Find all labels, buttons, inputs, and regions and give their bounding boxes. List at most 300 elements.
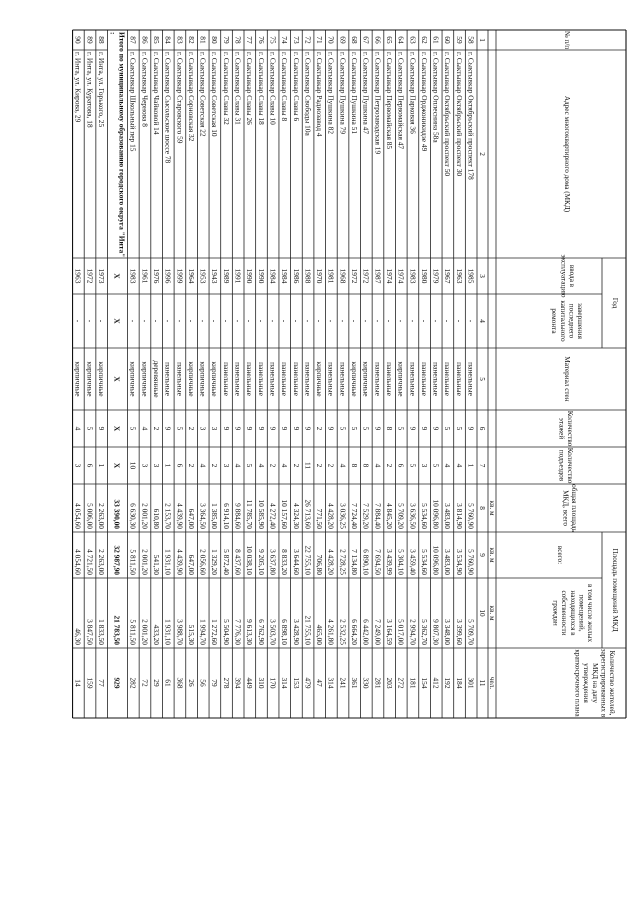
row-address: г. Сыктывкар Пушкина 47: [361, 52, 371, 135]
header-area-private: в том числе жилыхпомещений,находящихся всобственностиграждан: [551, 583, 594, 643]
row-residents: 314: [280, 677, 290, 689]
row-area-private: 5 504,90: [221, 619, 231, 645]
row-year: 1961: [140, 268, 150, 284]
row-repair: -: [97, 319, 106, 323]
row-entrances: 10: [128, 461, 138, 470]
row-material: панельные: [163, 362, 173, 396]
row-year: 1972: [85, 268, 95, 284]
row-area-private: 6 762,90: [256, 619, 266, 645]
row-entrances: 2: [210, 463, 220, 468]
row-area-private: 4 261,80: [326, 619, 336, 645]
row-material: панельные: [419, 362, 429, 396]
row-entrances: 3: [419, 463, 429, 468]
row-floors: 9: [280, 426, 290, 431]
total-entrances: Х: [112, 462, 122, 469]
row-repair: -: [210, 319, 220, 323]
row-address: г. Сыктывкар Славы 10: [268, 52, 278, 125]
row-repair: -: [245, 319, 255, 323]
row-floors: 2: [315, 426, 325, 431]
row-area-all: 2 263,00: [97, 549, 106, 575]
row-floors: 9: [408, 426, 418, 431]
total-year: Х: [112, 273, 122, 279]
row-area-total: 4 428,20: [326, 503, 336, 529]
row-year: 1979: [431, 268, 441, 284]
row-repair: -: [350, 319, 359, 323]
row-year: 1974: [384, 268, 394, 284]
row-floors: 9: [97, 426, 106, 431]
row-area-private: 3 428,90: [291, 619, 301, 645]
row-year: 1991: [233, 268, 243, 284]
row-address: г. Инта, ул. Горького, 25: [97, 52, 106, 128]
row-entrances: 5: [408, 463, 418, 468]
total-material: Х: [112, 376, 122, 382]
row-material: панельные: [245, 362, 255, 396]
column-number: 8: [478, 506, 486, 510]
row-repair: -: [338, 319, 348, 323]
column-number: 10: [478, 609, 486, 617]
row-repair: -: [326, 319, 336, 323]
header-area-total: общая площадьМКД, всего: [561, 484, 578, 532]
row-area-all: 5 872,40: [221, 549, 231, 575]
row-floors: 9: [256, 426, 266, 431]
row-number: 87: [128, 36, 138, 44]
row-entrances: 4: [443, 463, 453, 468]
row-residents: 241: [338, 677, 348, 689]
row-floors: 5: [443, 426, 453, 431]
row-address: г. Инта, ул. Куратова, 18: [85, 52, 95, 128]
row-material: кирпичные: [97, 361, 106, 397]
row-area-all: 3 459,40: [408, 549, 418, 575]
row-area-all: 4 439,90: [175, 549, 185, 575]
row-floors: 9: [431, 426, 441, 431]
row-area-all: 5 304,10: [396, 549, 406, 575]
row-number: 85: [151, 36, 161, 44]
row-material: панельные: [175, 362, 185, 396]
total-residents: 929: [112, 677, 122, 689]
row-area-private: 7 776,30: [233, 619, 243, 645]
row-floors: 4: [73, 426, 83, 431]
row-area-all: 5 811,50: [128, 549, 138, 575]
row-floors: 8: [384, 426, 394, 431]
row-area-total: 7 884,40: [373, 503, 383, 529]
row-residents: 272: [396, 677, 406, 689]
row-residents: 14: [73, 679, 83, 687]
row-area-all: 1 931,10: [163, 549, 173, 575]
row-material: кирпичные: [128, 361, 138, 397]
row-material: панельные: [384, 362, 394, 396]
row-address: г. Сыктывкар Свободы 10а: [303, 52, 313, 136]
row-number: 72: [303, 36, 313, 44]
row-address: г. Сыктывкар Славы 26: [245, 52, 255, 125]
row-entrances: 3: [140, 463, 150, 468]
row-area-private: 3 988,70: [175, 619, 185, 645]
row-entrances: 2: [326, 463, 336, 468]
row-area-total: 5 709,20: [396, 503, 406, 529]
row-repair: -: [408, 319, 418, 323]
row-entrances: 6: [85, 463, 95, 468]
row-repair: -: [384, 319, 394, 323]
row-number: 64: [396, 36, 406, 44]
row-area-total: 6 914,10: [221, 503, 231, 529]
row-address: г. Сыктывкар Пушкина 79: [338, 52, 348, 135]
row-area-private: 46,30: [73, 628, 83, 645]
row-entrances: 4: [256, 463, 266, 468]
row-material: панельные: [303, 362, 313, 396]
column-number: 4: [478, 319, 486, 323]
header-floors: Количествоэтажей: [557, 410, 574, 447]
row-year: 1983: [408, 268, 418, 284]
row-year: 1964: [186, 268, 196, 284]
row-material: кирпичные: [73, 361, 83, 397]
row-material: кирпичные: [186, 361, 196, 397]
total-floors: Х: [112, 425, 122, 432]
row-repair: -: [151, 319, 161, 323]
row-area-private: 6 442,00: [361, 619, 371, 645]
row-number: 61: [431, 36, 441, 44]
row-floors: 9: [303, 426, 313, 431]
row-area-private: 1 994,70: [198, 619, 208, 645]
row-entrances: 8: [350, 463, 359, 468]
row-area-private: 3 164,59: [384, 619, 394, 645]
row-number: 65: [384, 36, 394, 44]
row-area-total: 610,80: [151, 508, 161, 529]
row-year: 1984: [280, 268, 290, 284]
row-address: г. Сыктывкар Радиозавод 4: [315, 52, 325, 137]
row-floors: 9: [245, 426, 255, 431]
row-number: 82: [186, 36, 196, 44]
row-residents: 181: [408, 677, 418, 689]
row-year: 1973: [97, 268, 106, 284]
row-floors: 5: [128, 426, 138, 431]
row-residents: 479: [303, 677, 313, 689]
row-residents: 412: [431, 677, 441, 689]
row-entrances: 1: [163, 463, 173, 468]
row-floors: 5: [85, 426, 95, 431]
row-entrances: 2: [268, 463, 278, 468]
row-repair: -: [198, 319, 208, 323]
row-residents: 282: [128, 677, 138, 689]
row-area-all: 3 644,60: [291, 549, 301, 575]
row-residents: 29: [151, 679, 161, 687]
header-year-group: Год: [611, 297, 619, 309]
row-area-total: 4 439,90: [175, 503, 185, 529]
row-area-private: 1 272,60: [210, 619, 220, 645]
row-year: 1967: [443, 268, 453, 284]
row-address: г. Сыктывкар Сорновская 32: [186, 52, 196, 142]
row-area-all: 2 001,20: [140, 549, 150, 575]
row-area-all: 2 056,60: [198, 549, 208, 575]
row-material: кирпичные: [315, 361, 325, 397]
row-year: 1990: [245, 268, 255, 284]
row-floors: 9: [326, 426, 336, 431]
row-address: г. Сыктывкар Славы 18: [256, 52, 266, 125]
row-repair: -: [163, 319, 173, 323]
row-area-private: 1 931,10: [163, 619, 173, 645]
row-area-private: 5 362,70: [419, 619, 429, 645]
row-number: 90: [73, 36, 83, 44]
row-floors: 9: [419, 426, 429, 431]
row-number: 60: [443, 36, 453, 44]
row-number: 59: [454, 36, 464, 44]
row-area-private: 5 811,50: [128, 619, 138, 645]
header-entrances: Количествоподъездов: [557, 447, 574, 484]
row-area-total: 4 845,20: [384, 503, 394, 529]
row-material: панельные: [280, 362, 290, 396]
row-address: г. Сыктывкар Славы 6: [291, 52, 301, 122]
row-material: кирпичные: [140, 361, 150, 397]
row-entrances: 2: [315, 463, 325, 468]
row-area-total: 9 884,60: [233, 503, 243, 529]
row-repair: -: [268, 319, 278, 323]
row-year: 1943: [210, 268, 220, 284]
row-year: 1987: [373, 268, 383, 284]
row-address: г. Сыктывкар Советская 22: [198, 52, 208, 137]
row-residents: 192: [443, 677, 453, 689]
row-area-all: 3 637,80: [268, 549, 278, 575]
row-residents: 330: [361, 677, 371, 689]
row-address: г. Сыктывкар Первомайская 47: [396, 52, 406, 150]
header-year-commission: ввода вэксплуатацию: [559, 254, 576, 298]
row-area-all: 8 437,60: [233, 549, 243, 575]
row-number: 68: [350, 36, 359, 44]
row-repair: -: [454, 319, 464, 323]
row-repair: -: [221, 319, 231, 323]
row-address: г. Сыктывкар Советская 10: [210, 52, 220, 137]
row-residents: 56: [198, 679, 208, 687]
row-repair: -: [186, 319, 196, 323]
row-entrances: 4: [198, 463, 208, 468]
row-address: г. Сыктывкар Славы 31: [233, 52, 243, 125]
row-area-total: 26 713,60: [303, 499, 313, 529]
row-area-private: 2 532,25: [338, 619, 348, 645]
row-number: 71: [315, 36, 325, 44]
row-area-all: 4 054,60: [73, 549, 83, 575]
row-area-private: 2 001,20: [140, 619, 150, 645]
row-year: 1988: [303, 268, 313, 284]
row-address: г. Сыктывкар Первомайская 85: [384, 52, 394, 150]
row-year: 1999: [175, 268, 185, 284]
row-repair: -: [396, 319, 406, 323]
row-repair: -: [303, 319, 313, 323]
row-area-private: 5 017,00: [396, 619, 406, 645]
row-residents: 61: [163, 679, 173, 687]
unit-area-all: кв. м: [488, 547, 496, 563]
row-number: 86: [140, 36, 150, 44]
row-floors: 9: [291, 426, 301, 431]
row-repair: -: [256, 319, 266, 323]
row-address: г. Сыктывкар Петрозаводская 19: [373, 52, 383, 155]
row-area-total: 4 272,40: [268, 503, 278, 529]
row-residents: 184: [454, 677, 464, 689]
row-area-all: 22 755,10: [303, 545, 313, 575]
row-material: панельные: [233, 362, 243, 396]
row-residents: 394: [233, 677, 243, 689]
row-floors: 5: [338, 426, 348, 431]
row-repair: -: [443, 319, 453, 323]
row-address: г. Сыктывкар Сысольское шоссе 78: [163, 52, 173, 164]
row-area-total: 3 364,50: [198, 503, 208, 529]
row-area-total: 10 096,80: [431, 499, 441, 529]
row-year: 1981: [326, 268, 336, 284]
row-material: панельные: [443, 362, 453, 396]
row-number: 79: [221, 36, 231, 44]
row-entrances: 3: [221, 463, 231, 468]
row-floors: 3: [210, 426, 220, 431]
row-number: 70: [326, 36, 336, 44]
row-address: г. Сыктывкар Оплеснина 58а: [431, 52, 441, 143]
row-material: кирпичные: [361, 361, 371, 397]
row-area-total: 5 760,90: [466, 503, 476, 529]
total-area-private: 21 783,50: [112, 615, 122, 645]
unit-area-total: кв. м: [488, 500, 496, 516]
total-label: Итого по муниципальному образованию городского округа "Инта":: [108, 32, 127, 258]
row-floors: 3: [198, 426, 208, 431]
row-residents: 154: [419, 677, 429, 689]
row-area-private: 433,20: [151, 624, 161, 645]
row-residents: 79: [210, 679, 220, 687]
row-material: панельные: [466, 362, 476, 396]
row-year: 1972: [350, 268, 359, 284]
row-repair: -: [233, 319, 243, 323]
row-material: кирпичные: [85, 361, 95, 397]
row-floors: 2: [151, 426, 161, 431]
header-material: Материал стен: [563, 356, 571, 402]
row-area-all: 7 694,50: [373, 549, 383, 575]
header-area-group: Площадь помещений МКД: [611, 548, 619, 632]
row-address: г. Сыктывкар Парковая 36: [408, 52, 418, 134]
column-number: 1: [478, 38, 486, 42]
row-area-all: 541,30: [151, 554, 161, 575]
row-address: г. Сыктывкар Пушкина 51: [350, 52, 359, 135]
row-area-private: 3 399,60: [454, 619, 464, 645]
row-material: панельные: [221, 362, 231, 396]
row-residents: 449: [245, 677, 255, 689]
row-residents: 281: [373, 677, 383, 689]
row-address: г. Инта, ул. Кирова, 29: [73, 52, 83, 123]
column-number: 3: [478, 274, 486, 278]
header-year-repair: завершенияпоследнегокапитальногоремонта: [550, 300, 584, 342]
row-number: 66: [373, 36, 383, 44]
row-area-total: 647,00: [186, 508, 196, 529]
row-entrances: 6: [396, 463, 406, 468]
header-area-all: всего:: [556, 545, 564, 565]
row-material: кирпичные: [198, 361, 208, 397]
row-floors: 9: [221, 426, 231, 431]
row-area-total: 3 036,25: [338, 503, 348, 529]
row-area-total: 2 153,70: [163, 503, 173, 529]
row-entrances: 3: [151, 463, 161, 468]
row-number: 78: [233, 36, 243, 44]
row-address: г. Сыктывкар Чайковой 14: [151, 52, 161, 135]
row-year: 1963: [73, 268, 83, 284]
row-area-total: 10 157,60: [280, 499, 290, 529]
row-repair: -: [85, 319, 95, 323]
row-area-all: 647,00: [186, 554, 196, 575]
column-number: 5: [478, 377, 486, 381]
row-year: 1970: [315, 268, 325, 284]
row-address: г. Сыктывкар Старовского 59: [175, 52, 185, 144]
row-area-all: 3 534,90: [454, 549, 464, 575]
row-address: г. Сыктывкар Чернова 8: [140, 52, 150, 127]
row-entrances: 3: [73, 463, 83, 468]
row-area-private: 9 807,30: [431, 619, 441, 645]
header-num: № п/п: [563, 30, 571, 50]
row-floors: 9: [268, 426, 278, 431]
row-entrances: 2: [291, 463, 301, 468]
row-area-all: 3 439,99: [384, 549, 394, 575]
row-year: 1963: [454, 268, 464, 284]
row-area-private: 515,30: [186, 624, 196, 645]
row-residents: 26: [186, 679, 196, 687]
row-year: 1980: [419, 268, 429, 284]
row-floors: 9: [466, 426, 476, 431]
row-entrances: 5: [431, 463, 441, 468]
row-floors: 9: [373, 426, 383, 431]
row-material: кирпичные: [350, 361, 359, 397]
row-residents: 170: [268, 677, 278, 689]
row-residents: 361: [350, 677, 359, 689]
row-residents: 278: [221, 677, 231, 689]
row-area-total: 7 724,40: [350, 503, 359, 529]
row-address: г. Сыктывкар Октябрьский проспект 30: [454, 52, 464, 177]
row-year: 1976: [151, 268, 161, 284]
total-area: 33 390,00: [112, 499, 122, 529]
row-entrances: 8: [361, 463, 371, 468]
row-area-private: 9 613,30: [245, 619, 255, 645]
row-repair: -: [175, 319, 185, 323]
column-number: 7: [478, 463, 486, 468]
row-area-private: 3 348,00: [443, 619, 453, 645]
row-area-private: 1 833,50: [97, 619, 106, 645]
row-area-all: 6 890,10: [361, 549, 371, 575]
row-material: кирпичные: [396, 361, 406, 397]
row-address: г. Сыктывкар Октябрьский проспект 178: [466, 52, 476, 180]
row-area-private: 5 709,70: [466, 619, 476, 645]
row-area-total: 2 001,20: [140, 503, 150, 529]
row-number: 63: [408, 36, 418, 44]
row-area-total: 7 529,20: [361, 503, 371, 529]
row-entrances: 5: [245, 463, 255, 468]
row-year: 1996: [163, 268, 173, 284]
row-floors: 9: [233, 426, 243, 431]
row-area-total: 5 006,00: [85, 503, 95, 529]
row-entrances: 1: [466, 463, 476, 468]
row-area-all: 9 205,10: [256, 549, 266, 575]
row-number: 73: [291, 36, 301, 44]
row-entrances: 4: [233, 463, 243, 468]
row-area-private: 2 994,70: [408, 619, 418, 645]
row-area-all: 1 329,20: [210, 549, 220, 575]
row-residents: 301: [466, 677, 476, 689]
header-address: Адрес многоквартирного дома (МКД): [563, 95, 571, 213]
row-residents: 310: [256, 677, 266, 689]
row-residents: 72: [140, 679, 150, 687]
header-residents: Количество жителей,зарегистрированных вМКД на датуутверждениякраткосрочного плана: [573, 648, 616, 718]
column-number: 6: [478, 426, 486, 431]
row-residents: 159: [85, 677, 95, 689]
row-area-total: 3 636,50: [408, 503, 418, 529]
row-number: 77: [245, 36, 255, 44]
row-address: г. Сыктывкар Пушкина 82: [326, 52, 336, 135]
row-floors: 5: [350, 426, 359, 431]
row-number: 76: [256, 36, 266, 44]
unit-residents: чел.: [488, 676, 496, 690]
row-year: 1990: [256, 268, 266, 284]
row-area-all: 4 721,50: [85, 549, 95, 575]
row-area-total: 771,50: [315, 508, 325, 529]
row-entrances: 2: [186, 463, 196, 468]
row-material: панельные: [291, 362, 301, 396]
